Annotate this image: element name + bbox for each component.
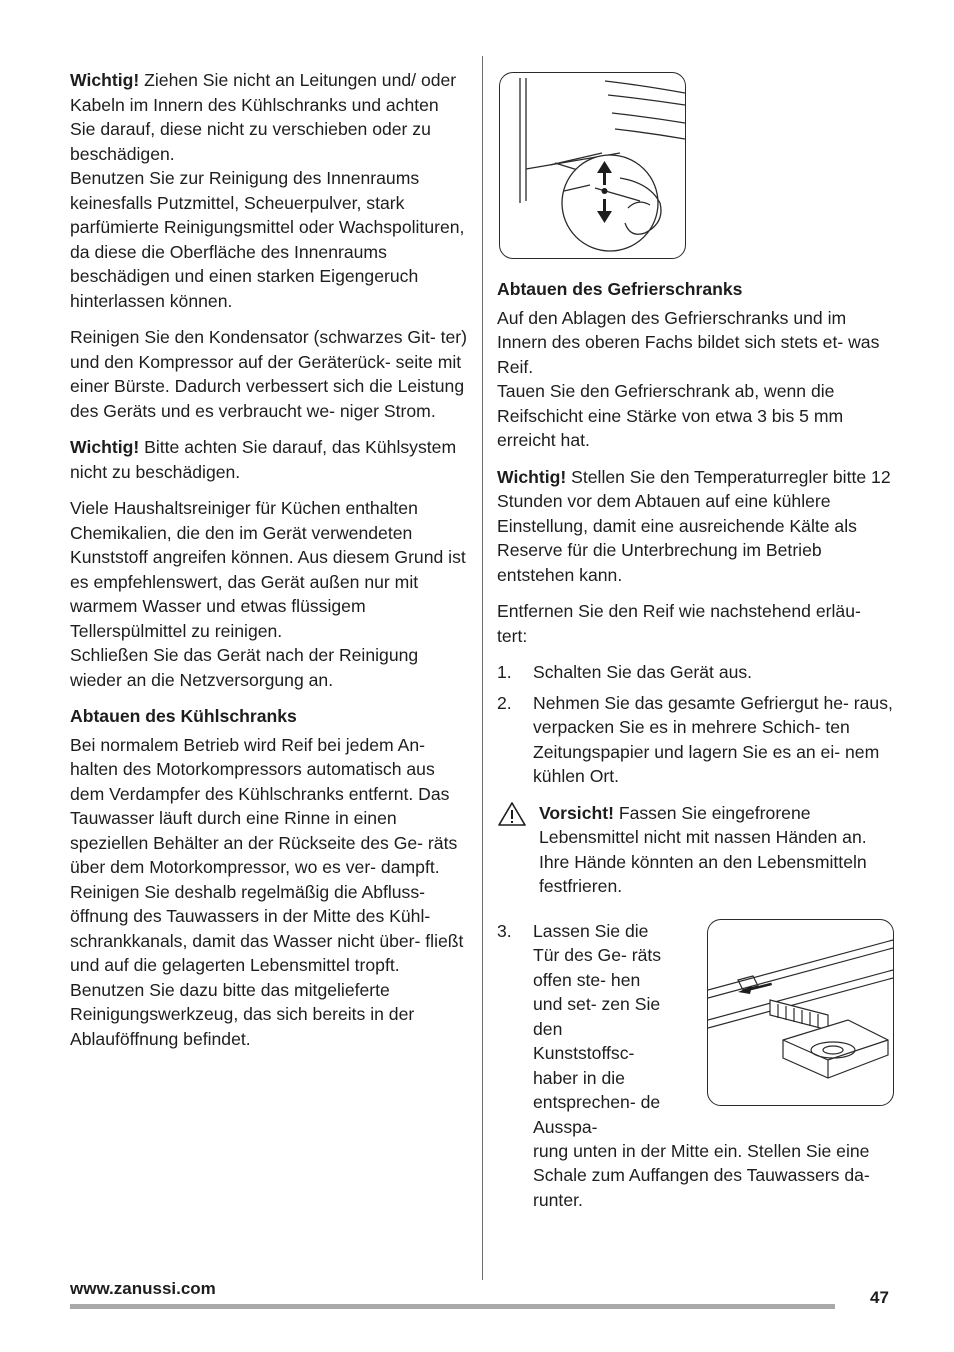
paragraph-cooling-system: Wichtig! Bitte achten Sie darauf, das Kühlsystem nicht zu beschädigen. bbox=[70, 437, 457, 482]
paragraph-condenser: Reinigen Sie den Kondensator (schwarzes Git- ter) und den Kompressor auf der Geräterück- seite mit einer Bürste. Dadurch verbessert sich die Leistung des Geräts und es verbraucht we- niger Strom. bbox=[70, 327, 468, 421]
important-label: Wichtig! bbox=[497, 466, 567, 487]
right-column bbox=[497, 68, 895, 1214]
step-3-text-narrow: Lassen Sie die Tür des Ge- räts offen ste- hen und set- zen Sie den Kunststoffsc- haber in die entsprechen- de Ausspa- bbox=[533, 920, 662, 1137]
paragraph-cleaning-agents: Benutzen Sie zur Reinigung des Innenraums keinesfalls Putzmittel, Scheuerpulver, stark parfümierte Reinigungsmittel oder Wachspolituren, da diese die Oberfläche des Innenraums beschädigen und einen starken Eigengeruch hinterlassen können. bbox=[70, 168, 465, 311]
paragraph-frost-forms: Auf den Ablagen des Gefrierschranks und im Innern des oberen Fachs bildet sich stets et- was Reif. bbox=[497, 307, 880, 377]
paragraph-household-cleaners: Viele Haushaltsreiniger für Küchen enthalten Chemikalien, die den im Gerät verwendeten Kunststoff angreifen können. Aus diesem Grund ist es empfehlenswert, das Gerät außen nur mit warmem Wasser und etwas flüssigem Tellerspülmittel zu reinigen. bbox=[70, 498, 466, 641]
important-label: Wichtig! bbox=[70, 437, 140, 457]
paragraph-drain-cleaning: Reinigen Sie deshalb regelmäßig die Abfluss- öffnung des Tauwassers in der Mitte des Kühl- schrankkanals, damit das Wasser nicht über- fließt und auf die gelagerten Lebensmittel tropft. Benutzen Sie dazu bitte das mitgelieferte Reinigungswerkzeug, das sich bereits in der Ablauföffnung befindet. bbox=[70, 881, 464, 1049]
figure-temperature-regulator bbox=[499, 72, 686, 259]
step-3-with-figure bbox=[497, 919, 895, 1214]
paragraph-temperature-setting: Wichtig! Stellen Sie den Temperaturregler bitte 12 Stunden vor dem Abtauen auf eine kühlere Einstellung, damit eine ausreichende Kälte als Reserve für die Unterbrechung im Betrieb entstehen kann. bbox=[497, 466, 891, 585]
regulator-illustration bbox=[500, 73, 685, 258]
left-column bbox=[70, 68, 468, 1063]
warning-triangle-icon bbox=[497, 801, 527, 827]
step-number: 3. bbox=[497, 920, 512, 941]
step-3-text-wide: rung unten in der Mitte ein. Stellen Sie eine Schale zum Auffangen des Tauwassers da- runter. bbox=[533, 1140, 870, 1210]
figure-scraper-drain bbox=[707, 919, 894, 1106]
column-divider bbox=[482, 56, 483, 1280]
footer-url[interactable]: www.zanussi.com bbox=[70, 1279, 216, 1298]
defrost-steps bbox=[497, 660, 895, 789]
page-number: 47 bbox=[870, 1288, 889, 1307]
paragraph-frost-thickness: Tauen Sie den Gefrierschrank ab, wenn die Reifschicht eine Stärke von etwa 3 bis 5 mm erreicht hat. bbox=[497, 381, 844, 450]
caution-label: Vorsicht! bbox=[539, 802, 614, 823]
scraper-illustration bbox=[708, 920, 893, 1105]
caution-note: Vorsicht! Fassen Sie eingefrorene Lebensmittel nicht mit nassen Händen an. Ihre Hände könnten an den Lebensmitteln festfrieren. bbox=[497, 801, 895, 899]
list-item: 2. Nehmen Sie das gesamte Gefriergut he- raus, verpacken Sie es in mehrere Schich- ten Zeitungspapier und lagern Sie es an ei- nem kühlen Ort. bbox=[497, 692, 893, 786]
list-item: 1. Schalten Sie das Gerät aus. bbox=[497, 662, 753, 682]
paragraph-reconnect: Schließen Sie das Gerät nach der Reinigung wieder an die Netzversorgung an. bbox=[70, 645, 419, 690]
heading-defrost-freezer: Abtauen des Gefrierschranks bbox=[497, 279, 743, 299]
paragraph-defrost-auto: Bei normalem Betrieb wird Reif bei jedem An- halten des Motorkompressors automatisch aus dem Verdampfer des Kühlschranks entfernt. Das Tauwasser läuft durch eine Rinne in einen speziellen Behälter an der Rückseite des Ge- räts über dem Motorkompressor, wo es ver- dampft. bbox=[70, 734, 458, 877]
paragraph-remove-frost-intro: Entfernen Sie den Reif wie nachstehend erläu- tert: bbox=[497, 601, 861, 646]
important-label: Wichtig! bbox=[70, 70, 140, 90]
paragraph-warning-cables: Wichtig! Ziehen Sie nicht an Leitungen und/ oder Kabeln im Innern des Kühlschranks und achten Sie darauf, diese nicht zu verschieben oder zu beschädigen. bbox=[70, 70, 457, 164]
heading-defrost-fridge: Abtauen des Kühlschranks bbox=[70, 706, 297, 726]
footer-divider bbox=[70, 1304, 835, 1309]
